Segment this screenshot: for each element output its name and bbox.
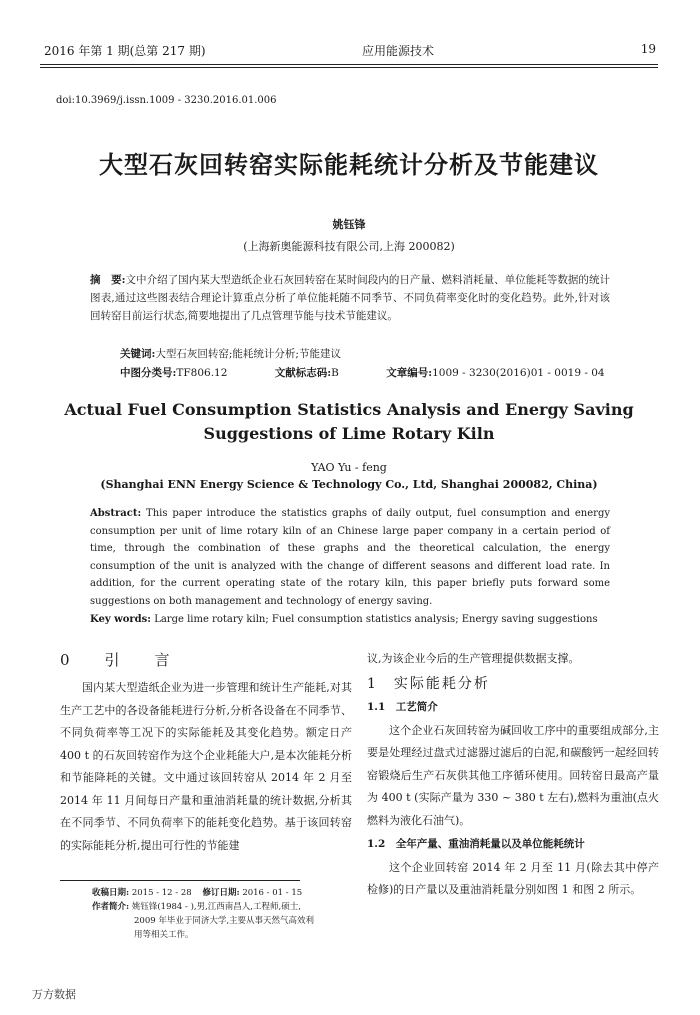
doc-code-value: B: [331, 367, 339, 379]
keywords-chinese-text: 大型石灰回转窑;能耗统计分析;节能建议: [155, 348, 341, 360]
keywords-english-label: Key words:: [90, 614, 151, 625]
journal-issue: 2016 年第 1 期(总第 217 期): [44, 44, 206, 58]
introduction-paragraph: 国内某大型造纸企业为进一步管理和统计生产能耗,对其生产工艺中的各设备能耗进行分析,分析各设备在不同季节、不同负荷率等工况下的实际能耗及其变化趋势。额定日产 400 t 的石灰回转窑作为这个企业耗能大户,是本次能耗分析和节能降耗的关键。文中通过该回转窑从 2014 年 2 月至 2014 年 11 月间每日产量和重油消耗量的统计数据,分析其在不同季节、不同负荷率下的能耗变化趋势。基于该回转窑的实际能耗分析,提出可行性的节能建: [60, 681, 352, 852]
subsection-heading-statistics: 1.2 全年产量、重油消耗量以及单位能耗统计: [367, 838, 585, 850]
footnote-dates: [92, 886, 362, 900]
bio-line-1: 姚钰锋(1984 - ),男,江西南昌人,工程师,硕士,: [131, 902, 301, 912]
abstract-english: [90, 505, 610, 610]
title-english-line1: Actual Fuel Consumption Statistics Analysis and Energy Saving: [64, 400, 634, 419]
journal-name: 应用能源技术: [362, 44, 435, 58]
introduction-continuation: 议,为该企业今后的生产管理提供数据支撑。: [367, 652, 580, 665]
doi: doi:10.3969/j.issn.1009 - 3230.2016.01.006: [56, 95, 277, 106]
abstract-chinese-label: 摘 要:: [90, 274, 126, 286]
statistics-paragraph: 这个企业回转窑 2014 年 2 月至 11 月(除去其中停产检修)的日产量以及重油消耗量分别如图 1 和图 2 所示。: [367, 860, 659, 896]
author-chinese: 姚钰锋: [332, 218, 366, 231]
abstract-english-text: This paper introduce the statistics graphs of daily output, fuel consumption and energy consumption per unit of lime rotary kiln of an Chinese large paper company in a certain period of time, through the combination of these graphs and the theoretical calculation, the energy consumption of the unit is analyzed with the change of different seasons and different load rate. In addition, for the current operating state of the rotary kiln, this paper briefly puts forward some suggestions on both management and technology of energy saving.: [90, 508, 610, 607]
keywords-english: [90, 612, 620, 628]
author-english: YAO Yu - feng: [311, 461, 387, 474]
page-number: 19: [640, 42, 656, 56]
revised-date: 2016 - 01 - 15: [242, 888, 303, 898]
running-header: [44, 42, 656, 62]
abstract-english-label: Abstract:: [90, 508, 142, 519]
received-date: 2015 - 12 - 28: [131, 888, 192, 898]
keywords-chinese: [120, 345, 620, 363]
process-paragraph: 这个企业石灰回转窑为碱回收工序中的重要组成部分,主要是处理经过盘式过滤器过滤后的白泥,和碳酸钙一起经回转窑锻烧后生产石灰供其他工序循环使用。回转窑日最高产量为 400 t (实际产量为 330 ~ 380 t 左右),燃料为重油(点火燃料为液化石油气)。: [367, 723, 659, 827]
article-number-value: 1009 - 3230(2016)01 - 0019 - 04: [432, 367, 605, 379]
subsection-heading-process: 1.1 工艺简介: [367, 701, 438, 713]
affiliation-english: (Shanghai ENN Energy Science & Technology Co., Ltd, Shanghai 200082, China): [100, 478, 598, 491]
section-heading-introduction: 0 引 言: [60, 651, 180, 669]
header-rule-secondary: [40, 67, 658, 68]
received-label: 收稿日期:: [92, 888, 130, 898]
body-column-left: [60, 648, 352, 857]
bio-line-3: 用等相关工作。: [134, 930, 194, 940]
title-english-line2: Suggestions of Lime Rotary Kiln: [203, 424, 495, 443]
classification-line: [120, 364, 620, 382]
footnote-rule: [60, 880, 300, 881]
section-heading-energy-analysis: 1 实际能耗分析: [367, 675, 490, 692]
title-english: [40, 398, 658, 446]
clc-value: TF806.12: [176, 367, 228, 379]
clc-label: 中图分类号:: [120, 367, 177, 379]
affiliation-chinese: (上海新奥能源科技有限公司,上海 200082): [243, 240, 455, 253]
bio-line-2: 2009 年毕业于同济大学,主要从事天然气高效利: [134, 916, 315, 926]
abstract-chinese-text: 文中介绍了国内某大型造纸企业石灰回转窑在某时间段内的日产量、燃料消耗量、单位能耗等数据的统计图表,通过这些图表结合理论计算重点分析了单位能耗随不同季节、不同负荷率变化时的变化趋势。此外,针对该回转窑目前运行状态,简要地提出了几点管理节能与技术节能建议。: [90, 274, 610, 322]
keywords-english-text: Large lime rotary kiln; Fuel consumption statistics analysis; Energy saving suggestions: [154, 614, 598, 625]
footnote: [92, 886, 362, 942]
watermark: 万方数据: [32, 988, 76, 1001]
bio-label: 作者简介:: [92, 902, 130, 912]
article-number-label: 文章编号:: [386, 367, 433, 379]
footnote-bio: [92, 900, 362, 914]
revised-label: 修订日期:: [202, 888, 240, 898]
keywords-chinese-label: 关键词:: [120, 348, 156, 360]
doc-code-label: 文献标志码:: [274, 367, 332, 379]
header-rule: [40, 64, 658, 65]
body-column-right: [367, 648, 659, 902]
title-chinese: 大型石灰回转窑实际能耗统计分析及节能建议: [99, 150, 599, 179]
abstract-chinese: [90, 271, 610, 325]
